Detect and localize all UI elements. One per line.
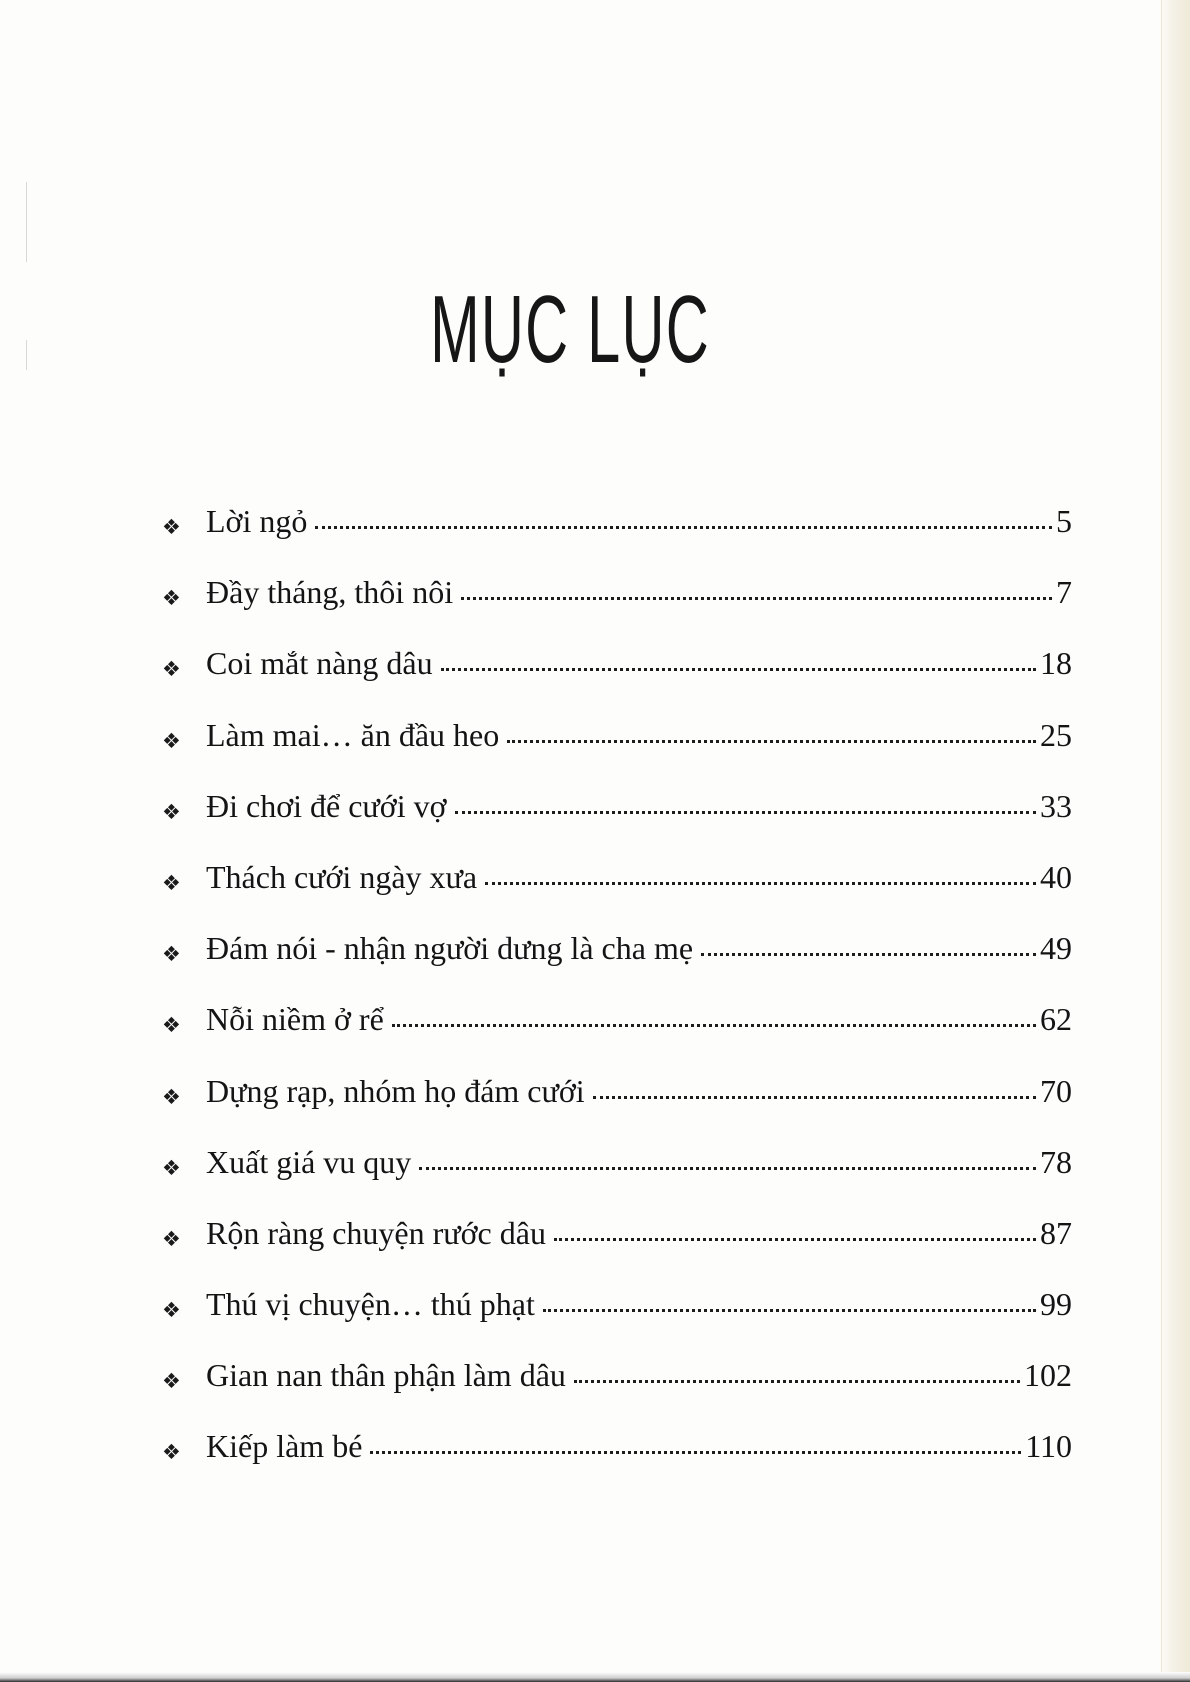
dot-leader [392,1024,1036,1027]
diamond-cluster-icon: ❖ [162,1298,181,1323]
dot-leader [419,1167,1036,1170]
dot-leader [485,882,1036,885]
toc-entry-page-number: 5 [1056,503,1072,539]
diamond-cluster-icon: ❖ [162,1013,181,1038]
toc-entry-title: Thú vị chuyện… thú phạt [206,1286,535,1323]
toc-entry [162,1003,1072,1074]
toc-entry-page-number: 99 [1040,1286,1072,1323]
dot-leader [554,1238,1036,1241]
diamond-cluster-icon: ❖ [162,728,181,753]
toc-entry-title: Thách cưới ngày xưa [206,858,478,895]
toc-entry [162,1143,1072,1217]
dot-leader [315,526,1052,529]
toc-entry [162,1072,1072,1146]
toc-entry-page-number: 62 [1040,1001,1072,1038]
toc-entry-title: Nỗi niềm ở rể [206,1001,384,1038]
toc-entry [162,647,1072,718]
toc-entry-page-number: 18 [1040,645,1072,682]
toc-entry [162,716,1072,790]
dot-leader [370,1451,1021,1454]
table-of-contents [162,505,1072,1502]
page-edge [1161,0,1190,1682]
diamond-cluster-icon: ❖ [162,870,181,895]
diamond-cluster-icon: ❖ [162,1084,181,1109]
scan-mark [26,182,27,262]
toc-entry-title: Đi chơi để cưới vợ [206,787,447,824]
dot-leader [441,668,1036,671]
dot-leader [574,1380,1020,1383]
toc-entry-page-number: 78 [1040,1143,1072,1180]
diamond-cluster-icon: ❖ [162,586,181,611]
diamond-cluster-icon: ❖ [162,657,181,682]
toc-entry-title: Rộn ràng chuyện rước dâu [206,1214,546,1251]
diamond-cluster-icon: ❖ [162,1369,181,1394]
toc-entry [162,1288,1072,1359]
toc-entry-title: Gian nan thân phận làm dâu [206,1357,566,1394]
toc-entry-title: Đám nói - nhận người dưng là cha mẹ [206,930,694,967]
page-title: MỤC LỤC [430,276,710,383]
diamond-cluster-icon: ❖ [162,515,181,539]
scan-mark [26,340,27,370]
toc-entry [162,576,1072,647]
toc-entry-title: Kiếp làm bé [206,1428,363,1465]
diamond-cluster-icon: ❖ [162,942,181,967]
toc-entry-title: Coi mắt nàng dâu [206,645,433,682]
dot-leader [461,597,1052,600]
toc-entry-title: Dựng rạp, nhóm họ đám cưới [206,1072,585,1109]
toc-entry-page-number: 49 [1040,930,1072,967]
toc-entry-page-number: 70 [1040,1072,1072,1109]
toc-entry-page-number: 102 [1024,1357,1072,1394]
toc-entry-title: Xuất giá vu quy [206,1143,412,1180]
toc-entry-page-number: 87 [1040,1214,1072,1251]
dot-leader [507,740,1036,743]
toc-entry [162,505,1072,576]
dot-leader [701,953,1036,956]
dot-leader [543,1309,1036,1312]
diamond-cluster-icon: ❖ [162,1155,181,1180]
toc-entry-page-number: 40 [1040,858,1072,895]
toc-entry [162,1430,1072,1501]
diamond-cluster-icon: ❖ [162,799,181,824]
toc-entry-page-number: 25 [1040,716,1072,753]
dot-leader [455,811,1037,814]
diamond-cluster-icon: ❖ [162,1226,181,1251]
scan-bottom-edge [0,1672,1190,1682]
toc-entry [162,787,1072,861]
toc-entry-page-number: 7 [1056,574,1072,611]
toc-entry-title: Lời ngỏ [206,503,308,539]
toc-entry [162,858,1072,932]
toc-entry-page-number: 33 [1040,787,1072,824]
toc-entry [162,932,1072,1003]
toc-entry-title: Làm mai… ăn đầu heo [206,716,500,753]
dot-leader [593,1096,1036,1099]
toc-entry-title: Đầy tháng, thôi nôi [206,574,454,611]
diamond-cluster-icon: ❖ [162,1440,181,1465]
toc-entry-page-number: 110 [1025,1428,1072,1465]
toc-entry [162,1214,1072,1288]
toc-entry [162,1359,1072,1430]
